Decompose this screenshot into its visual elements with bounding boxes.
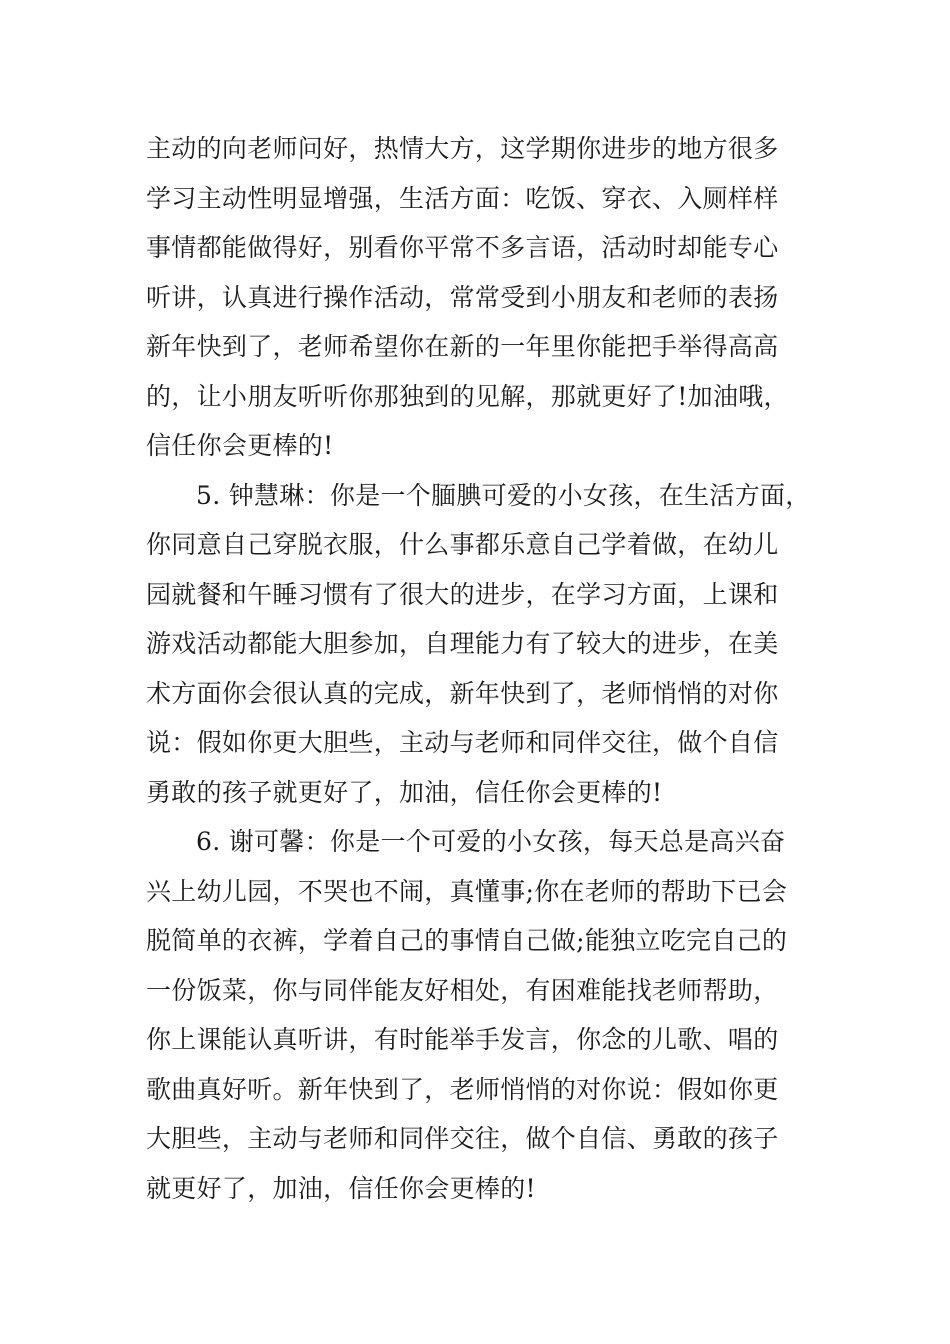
text-line: 新年快到了，老师希望你在新的一年里你能把手举得高高 — [146, 332, 779, 361]
document-body — [146, 124, 836, 1213]
text-line: 勇敢的孩子就更好了，加油，信任你会更棒的! — [146, 777, 663, 807]
text-line: 大胆些，主动与老师和同伴交往，做个自信、勇敢的孩子 — [146, 1124, 779, 1153]
text-line: 事情都能做得好，别看你平常不多言语，活动时却能专心 — [146, 233, 779, 262]
text-line: 就更好了，加油，信任你会更棒的! — [146, 1173, 536, 1203]
text-line: 一份饭菜，你与同伴能友好相处，有困难能找老师帮助， — [146, 975, 779, 1005]
text-line: 你上课能认真听讲，有时能举手发言，你念的儿歌、唱的 — [146, 1025, 779, 1054]
text-line: 学习主动性明显增强，生活方面：吃饭、穿衣、入厕样样 — [146, 183, 779, 213]
text-line: 你同意自己穿脱衣服，什么事都乐意自己学着做，在幼儿 — [146, 530, 779, 559]
text-line: 的，让小朋友听听你那独到的见解，那就更好了!加油哦， — [146, 381, 789, 411]
text-line: 听讲，认真进行操作活动，常常受到小朋友和老师的表扬 — [146, 282, 779, 312]
text-line: 主动的向老师问好，热情大方，这学期你进步的地方很多 — [146, 134, 779, 163]
text-line: 信任你会更棒的! — [146, 431, 334, 460]
text-line-first: 5. 钟慧琳：你是一个腼腆可爱的小女孩，在生活方面， — [196, 480, 811, 510]
text-line-first: 6. 谢可馨：你是一个可爱的小女孩，每天总是高兴奋 — [196, 827, 786, 856]
paragraph-5 — [146, 471, 836, 818]
paragraph-4-continued — [146, 124, 836, 471]
text-line: 歌曲真好听。新年快到了，老师悄悄的对你说：假如你更 — [146, 1074, 779, 1104]
paragraph-6 — [146, 817, 836, 1213]
text-line: 游戏活动都能大胆参加，自理能力有了较大的进步，在美 — [146, 629, 779, 658]
text-line: 术方面你会很认真的完成，新年快到了，老师悄悄的对你 — [146, 678, 779, 708]
text-line: 说：假如你更大胆些，主动与老师和同伴交往，做个自信 — [146, 728, 779, 757]
text-line: 兴上幼儿园，不哭也不闹，真懂事;你在老师的帮助下已会 — [146, 876, 788, 906]
text-line: 园就餐和午睡习惯有了很大的进步，在学习方面，上课和 — [146, 579, 779, 609]
text-line: 脱简单的衣裤，学着自己的事情自己做;能独立吃完自己的 — [146, 926, 788, 955]
